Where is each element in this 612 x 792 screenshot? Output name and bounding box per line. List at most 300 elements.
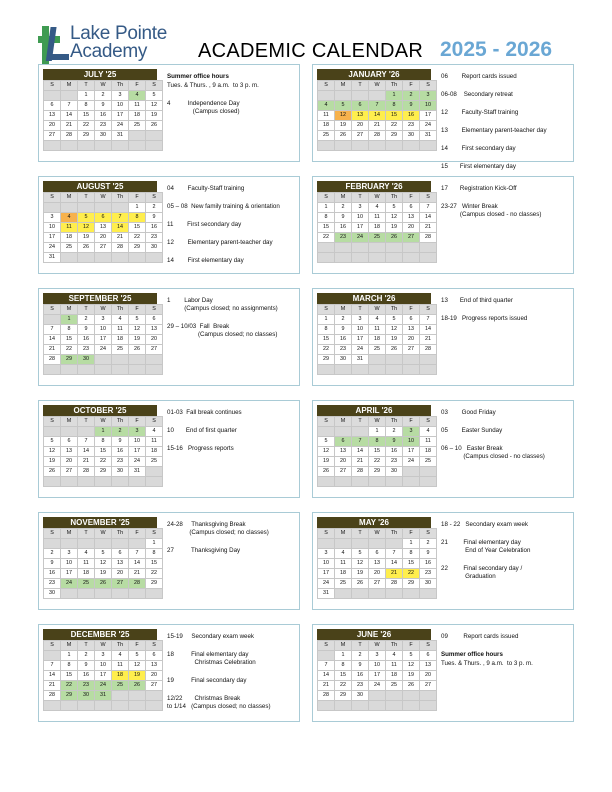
day-cell: 2	[95, 91, 112, 101]
day-cell: 27	[369, 579, 386, 589]
day-cell: 26	[335, 131, 352, 141]
empty-cell	[44, 477, 61, 487]
day-cell: 8	[61, 661, 78, 671]
day-cell: 27	[420, 681, 437, 691]
day-cell: 10	[318, 559, 335, 569]
day-cell: 17	[403, 447, 420, 457]
day-cell: 5	[403, 651, 420, 661]
weekday-label: M	[61, 641, 78, 651]
empty-cell	[352, 589, 369, 599]
weekday-label: T	[352, 417, 369, 427]
empty-cell	[386, 539, 403, 549]
weekday-label: W	[369, 641, 386, 651]
weekday-label: S	[420, 529, 437, 539]
empty-cell	[112, 589, 129, 599]
empty-cell	[352, 253, 369, 263]
empty-cell	[386, 701, 403, 711]
month-name: MARCH '26	[317, 293, 431, 304]
day-cell: 14	[112, 223, 129, 233]
day-cell: 29	[61, 691, 78, 701]
day-cell: 21	[44, 345, 61, 355]
day-cell: 22	[335, 681, 352, 691]
event-item: 01-03 Fall break continues	[167, 409, 242, 416]
empty-cell	[420, 253, 437, 263]
empty-cell	[78, 365, 95, 375]
day-cell: 10	[61, 559, 78, 569]
day-cell: 28	[318, 691, 335, 701]
empty-cell	[95, 253, 112, 263]
day-cell: 7	[44, 661, 61, 671]
day-cell: 4	[369, 315, 386, 325]
empty-cell	[61, 141, 78, 151]
weekday-label: Th	[112, 529, 129, 539]
month-calendar	[43, 629, 157, 711]
day-cell: 29	[318, 355, 335, 365]
day-cell: 20	[420, 671, 437, 681]
day-cell: 30	[386, 467, 403, 477]
day-cell: 24	[129, 457, 146, 467]
day-cell: 12	[44, 447, 61, 457]
day-cell: 27	[403, 345, 420, 355]
empty-cell	[386, 477, 403, 487]
event-item: 13 End of third quarter	[441, 297, 513, 304]
empty-cell	[44, 427, 61, 437]
empty-cell	[352, 427, 369, 437]
empty-cell	[335, 243, 352, 253]
day-cell: 16	[420, 559, 437, 569]
day-cell: 21	[112, 233, 129, 243]
day-cell: 24	[95, 681, 112, 691]
day-cell: 7	[44, 325, 61, 335]
day-cell: 11	[61, 223, 78, 233]
weekday-label: T	[352, 81, 369, 91]
event-item: 11 First secondary day	[167, 221, 242, 228]
day-cell: 22	[78, 121, 95, 131]
month-name: DECEMBER '25	[43, 629, 157, 640]
day-cell: 12	[335, 111, 352, 121]
event-item: 19 Final secondary day	[167, 677, 247, 684]
day-cell: 5	[44, 437, 61, 447]
weekday-label: Th	[386, 193, 403, 203]
day-cell: 16	[352, 671, 369, 681]
day-cell: 19	[352, 569, 369, 579]
weekday-label: M	[61, 81, 78, 91]
empty-cell	[369, 589, 386, 599]
day-cell: 15	[61, 671, 78, 681]
month-name: JULY '25	[43, 69, 157, 80]
empty-cell	[403, 365, 420, 375]
day-cell: 21	[44, 681, 61, 691]
day-cell: 16	[335, 335, 352, 345]
day-cell: 19	[146, 111, 163, 121]
empty-cell	[369, 477, 386, 487]
day-cell: 21	[420, 223, 437, 233]
day-cell: 16	[335, 223, 352, 233]
month-calendar	[317, 181, 431, 263]
event-item: Tues. & Thurs. , 9 a.m. to 3 p. m.	[167, 82, 259, 89]
day-cell: 18	[78, 569, 95, 579]
day-cell: 3	[420, 91, 437, 101]
empty-cell	[352, 539, 369, 549]
day-cell: 25	[369, 345, 386, 355]
day-cell: 18	[386, 671, 403, 681]
day-cell: 1	[61, 315, 78, 325]
day-cell: 18	[420, 447, 437, 457]
day-cell: 10	[129, 437, 146, 447]
empty-cell	[44, 141, 61, 151]
day-cell: 30	[420, 579, 437, 589]
day-cell: 8	[386, 101, 403, 111]
day-cell: 16	[78, 671, 95, 681]
day-cell: 9	[95, 101, 112, 111]
day-cell: 17	[129, 447, 146, 457]
day-cell: 21	[352, 457, 369, 467]
event-item: 13 Elementary parent-teacher day	[441, 127, 547, 134]
day-cell: 25	[78, 579, 95, 589]
weekday-label: Th	[112, 193, 129, 203]
day-cell: 24	[369, 681, 386, 691]
empty-cell	[112, 691, 129, 701]
day-cell: 6	[95, 213, 112, 223]
day-cell: 9	[386, 437, 403, 447]
month-name: OCTOBER '25	[43, 405, 157, 416]
day-cell: 9	[335, 213, 352, 223]
weekday-label: M	[335, 81, 352, 91]
day-cell: 19	[44, 457, 61, 467]
day-cell: 5	[129, 315, 146, 325]
day-cell: 28	[420, 345, 437, 355]
weekday-label: T	[78, 641, 95, 651]
day-cell: 7	[112, 213, 129, 223]
day-cell: 1	[146, 539, 163, 549]
day-cell: 4	[112, 315, 129, 325]
event-item: 05 Easter Sunday	[441, 427, 503, 434]
empty-cell	[420, 365, 437, 375]
day-cell: 10	[44, 223, 61, 233]
day-cell: 23	[146, 233, 163, 243]
weekday-label: W	[369, 193, 386, 203]
empty-cell	[112, 203, 129, 213]
day-cell: 30	[335, 355, 352, 365]
day-cell: 25	[146, 457, 163, 467]
day-cell: 20	[335, 457, 352, 467]
empty-cell	[403, 477, 420, 487]
day-cell: 26	[386, 345, 403, 355]
weekday-label: W	[369, 529, 386, 539]
day-cell: 24	[318, 579, 335, 589]
day-cell: 13	[146, 325, 163, 335]
empty-cell	[78, 253, 95, 263]
event-item: 4 Independence Day (Campus closed)	[167, 100, 240, 115]
month-panel	[312, 400, 574, 498]
day-cell: 16	[95, 111, 112, 121]
month-calendar	[317, 69, 431, 151]
empty-cell	[420, 691, 437, 701]
empty-cell	[403, 141, 420, 151]
day-cell: 25	[112, 681, 129, 691]
weekday-label: M	[335, 529, 352, 539]
day-cell: 19	[78, 233, 95, 243]
empty-cell	[386, 243, 403, 253]
day-cell: 4	[420, 427, 437, 437]
day-cell: 13	[61, 447, 78, 457]
day-cell: 11	[420, 437, 437, 447]
day-cell: 3	[318, 549, 335, 559]
weekday-label: S	[44, 305, 61, 315]
empty-cell	[369, 253, 386, 263]
day-cell: 6	[61, 437, 78, 447]
weekday-label: F	[403, 417, 420, 427]
event-item: 12 Elementary parent-teacher day	[167, 239, 273, 246]
weekday-label: Th	[112, 81, 129, 91]
day-cell: 3	[352, 203, 369, 213]
event-item: 29 – 10/03 Fall Break (Campus closed; no classes)	[167, 323, 278, 338]
day-cell: 18	[318, 121, 335, 131]
weekday-label: M	[335, 641, 352, 651]
day-cell: 22	[318, 233, 335, 243]
empty-cell	[95, 589, 112, 599]
day-cell: 29	[61, 355, 78, 365]
empty-cell	[146, 131, 163, 141]
empty-cell	[403, 355, 420, 365]
empty-cell	[129, 539, 146, 549]
day-cell: 19	[403, 671, 420, 681]
event-item: 15 First elementary day	[441, 163, 516, 170]
empty-cell	[146, 141, 163, 151]
day-cell: 2	[146, 203, 163, 213]
empty-cell	[78, 427, 95, 437]
day-cell: 1	[318, 315, 335, 325]
day-cell: 3	[44, 213, 61, 223]
day-cell: 13	[95, 223, 112, 233]
day-cell: 5	[318, 437, 335, 447]
empty-cell	[78, 477, 95, 487]
event-item: Tues. & Thurs. , 9 a.m. to 3 p. m.	[441, 660, 533, 667]
empty-cell	[95, 203, 112, 213]
weekday-label: T	[352, 529, 369, 539]
empty-cell	[95, 701, 112, 711]
day-cell: 5	[386, 203, 403, 213]
month-panel	[312, 624, 574, 722]
event-item: 18 Final elementary day Christmas Celebration	[167, 651, 256, 666]
weekday-label: M	[335, 417, 352, 427]
empty-cell	[369, 243, 386, 253]
day-cell: 16	[44, 569, 61, 579]
weekday-label: W	[95, 641, 112, 651]
empty-cell	[318, 427, 335, 437]
weekday-label: M	[61, 417, 78, 427]
day-cell: 8	[403, 549, 420, 559]
day-cell: 15	[318, 223, 335, 233]
weekday-label: S	[420, 417, 437, 427]
weekday-label: F	[129, 305, 146, 315]
day-cell: 19	[335, 121, 352, 131]
day-cell: 19	[95, 569, 112, 579]
weekday-label: T	[78, 417, 95, 427]
day-cell: 9	[78, 325, 95, 335]
day-cell: 9	[420, 549, 437, 559]
empty-cell	[420, 701, 437, 711]
weekday-label: S	[420, 305, 437, 315]
weekday-label: Th	[386, 81, 403, 91]
empty-cell	[318, 365, 335, 375]
day-cell: 22	[129, 233, 146, 243]
month-name: JUNE '26	[317, 629, 431, 640]
empty-cell	[44, 91, 61, 101]
weekday-label: F	[129, 193, 146, 203]
weekday-label: Th	[386, 641, 403, 651]
day-cell: 21	[78, 457, 95, 467]
day-cell: 29	[386, 131, 403, 141]
weekday-label: S	[146, 305, 163, 315]
day-cell: 20	[403, 335, 420, 345]
day-cell: 4	[369, 203, 386, 213]
weekday-label: S	[318, 305, 335, 315]
day-cell: 28	[44, 355, 61, 365]
day-cell: 8	[335, 661, 352, 671]
day-cell: 26	[78, 243, 95, 253]
weekday-label: S	[318, 417, 335, 427]
event-item: 12 Faculty-Staff training	[441, 109, 519, 116]
empty-cell	[386, 355, 403, 365]
day-cell: 25	[369, 233, 386, 243]
empty-cell	[146, 365, 163, 375]
day-cell: 31	[352, 355, 369, 365]
weekday-label: F	[403, 641, 420, 651]
day-cell: 30	[78, 691, 95, 701]
day-cell: 15	[403, 559, 420, 569]
day-cell: 8	[318, 213, 335, 223]
empty-cell	[318, 701, 335, 711]
empty-cell	[420, 589, 437, 599]
empty-cell	[61, 365, 78, 375]
weekday-label: S	[44, 81, 61, 91]
day-cell: 25	[386, 681, 403, 691]
empty-cell	[78, 701, 95, 711]
empty-cell	[352, 701, 369, 711]
event-item: 22 Final secondary day / Graduation	[441, 565, 523, 580]
day-cell: 17	[44, 233, 61, 243]
day-cell: 20	[403, 223, 420, 233]
weekday-label: W	[369, 81, 386, 91]
weekday-label: W	[95, 81, 112, 91]
day-cell: 13	[369, 559, 386, 569]
day-cell: 9	[335, 325, 352, 335]
day-cell: 11	[112, 661, 129, 671]
day-cell: 29	[146, 579, 163, 589]
weekday-label: T	[352, 193, 369, 203]
day-cell: 1	[61, 651, 78, 661]
empty-cell	[369, 701, 386, 711]
day-cell: 14	[61, 111, 78, 121]
empty-cell	[369, 691, 386, 701]
empty-cell	[335, 477, 352, 487]
day-cell: 3	[61, 549, 78, 559]
event-item: 17 Registration Kick-Off	[441, 185, 517, 192]
empty-cell	[403, 467, 420, 477]
empty-cell	[403, 243, 420, 253]
day-cell: 10	[420, 101, 437, 111]
day-cell: 13	[352, 111, 369, 121]
month-panel	[312, 512, 574, 610]
day-cell: 15	[146, 559, 163, 569]
day-cell: 7	[420, 203, 437, 213]
day-cell: 19	[318, 457, 335, 467]
day-cell: 17	[352, 223, 369, 233]
day-cell: 14	[386, 559, 403, 569]
day-cell: 4	[146, 427, 163, 437]
weekday-label: T	[78, 193, 95, 203]
day-cell: 23	[386, 457, 403, 467]
day-cell: 13	[335, 447, 352, 457]
day-cell: 12	[95, 559, 112, 569]
day-cell: 24	[112, 121, 129, 131]
day-cell: 8	[61, 325, 78, 335]
day-cell: 7	[129, 549, 146, 559]
day-cell: 23	[352, 681, 369, 691]
day-cell: 2	[386, 427, 403, 437]
weekday-label: S	[420, 641, 437, 651]
day-cell: 22	[146, 569, 163, 579]
day-cell: 17	[420, 111, 437, 121]
day-cell: 2	[352, 651, 369, 661]
day-cell: 7	[78, 437, 95, 447]
day-cell: 23	[44, 579, 61, 589]
day-cell: 3	[129, 427, 146, 437]
day-cell: 6	[403, 315, 420, 325]
empty-cell	[129, 131, 146, 141]
day-cell: 25	[129, 121, 146, 131]
day-cell: 3	[95, 315, 112, 325]
day-cell: 28	[61, 131, 78, 141]
day-cell: 14	[129, 559, 146, 569]
empty-cell	[78, 203, 95, 213]
empty-cell	[112, 355, 129, 365]
empty-cell	[352, 477, 369, 487]
weekday-label: W	[95, 305, 112, 315]
day-cell: 11	[78, 559, 95, 569]
empty-cell	[386, 589, 403, 599]
day-cell: 27	[403, 233, 420, 243]
empty-cell	[129, 253, 146, 263]
day-cell: 20	[61, 457, 78, 467]
empty-cell	[146, 253, 163, 263]
day-cell: 28	[369, 131, 386, 141]
month-name: APRIL '26	[317, 405, 431, 416]
empty-cell	[129, 355, 146, 365]
day-cell: 11	[386, 661, 403, 671]
weekday-label: F	[403, 81, 420, 91]
day-cell: 1	[386, 91, 403, 101]
month-calendar	[43, 517, 157, 599]
day-cell: 18	[129, 111, 146, 121]
day-cell: 4	[318, 101, 335, 111]
weekday-label: Th	[112, 641, 129, 651]
day-cell: 22	[369, 457, 386, 467]
day-cell: 14	[352, 447, 369, 457]
day-cell: 2	[420, 539, 437, 549]
day-cell: 13	[112, 559, 129, 569]
event-item: 12/22 Christmas Break to 1/14 (Campus closed; no classes)	[167, 695, 271, 710]
event-item: 05 – 08 New family training & orientation	[167, 203, 280, 210]
empty-cell	[403, 589, 420, 599]
day-cell: 19	[386, 223, 403, 233]
day-cell: 24	[61, 579, 78, 589]
empty-cell	[129, 477, 146, 487]
day-cell: 14	[420, 213, 437, 223]
day-cell: 5	[146, 91, 163, 101]
empty-cell	[44, 315, 61, 325]
